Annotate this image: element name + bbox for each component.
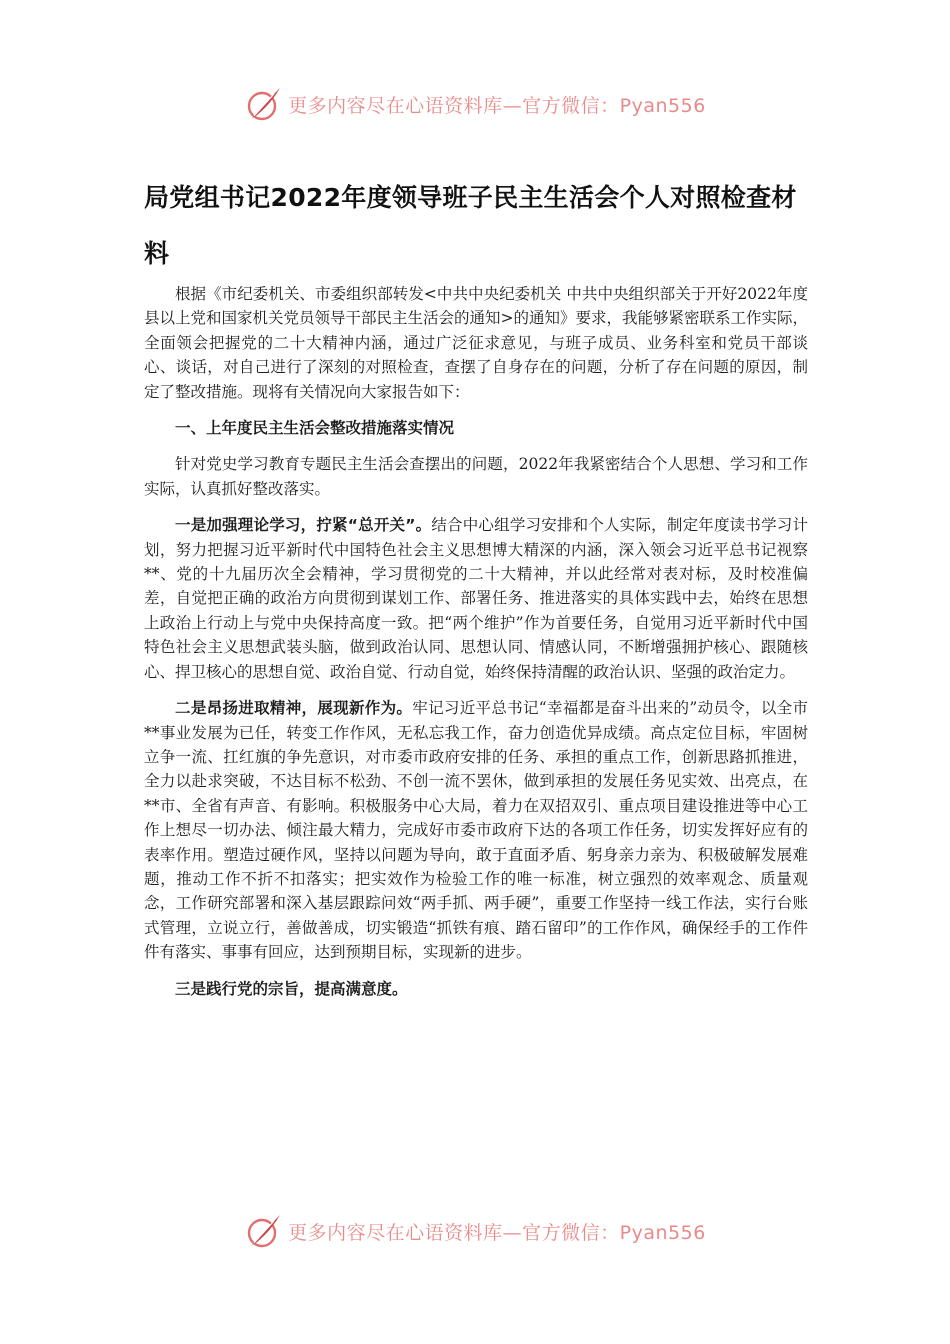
point-two-lead: 二是昂扬进取精神，展现新作为。 <box>175 699 413 718</box>
point-two-paragraph <box>144 696 808 964</box>
point-two-body: 牢记习近平总书记“幸福都是奋斗出来的”动员令，以全市**事业发展为已任，转变工作作风，无私忘我工作，奋力创造优异成绩。高点定位目标，牢固树立争一流、扛红旗的争先意识，对市委市政府安排的任务、承担的重点工作，创新思路抓推进，全力以赴求突破，不达目标不松劲、不创一流不罢休，做到承担的发展任务见实效、出亮点，在**市、全省有声音、有影响。积极服务中心大局，着力在双招双引、重点项目建设推进等中心工作上想尽一切办法、倾注最大精力，完成好市委市政府下达的各项工作任务，切实发挥好应有的表率作用。塑造过硬作风，坚持以问题为导向，敢于直面矛盾、躬身亲力亲为、积极破解发展难题，推动工作不折不扣落实；把实效作为检验工作的唯一标准，树立强烈的效率观念、质量观念，工作研究部署和深入基层跟踪问效“两手抓、两手硬”，重要工作坚持一线工作法，实行台账式管理，立说立行，善做善成，切实锻造“抓铁有痕、踏石留印”的工作作风，确保经手的工作件件有落实、事事有回应，达到预期目标，实现新的进步。 <box>144 699 808 962</box>
footer-watermark <box>0 1209 950 1253</box>
section-heading: 一、上年度民主生活会整改措施落实情况 <box>175 419 455 438</box>
watermark-text: 更多内容尽在心语资料库—官方微信：Pyan556 <box>288 94 706 117</box>
point-three-lead: 三是践行党的宗旨，提高满意度。 <box>175 979 408 998</box>
header-watermark <box>0 82 950 126</box>
document-body <box>144 282 808 1013</box>
intro-paragraph: 根据《市纪委机关、市委组织部转发<中共中央纪委机关 中共中央组织部关于开好2022年度县以上党和国家机关党员领导干部民主生活会的通知>的通知》要求，我能够紧密联系工作实际，全面领会把握党的二十大精神内涵，通过广泛征求意见，与班子成员、业务科室和党员干部谈心、谈话，对自己进行了深刻的对照检查，查摆了自身存在的问题，分析了存在问题的原因，制定了整改措施。现将有关情况向大家报告如下： <box>144 285 808 401</box>
point-three-paragraph <box>144 977 808 1001</box>
point-one-body: 结合中心组学习安排和个人实际，制定年度读书学习计划，努力把握习近平新时代中国特色社会主义思想博大精深的内涵，深入领会习近平总书记视察**、党的十九届历次全会精神，学习贯彻党的二十大精神，并以此经常对表对标，及时校准偏差，自觉把正确的政治方向贯彻到谋划工作、部署任务、推进落实的具体实践中去，始终在思想上政治上行动上与党中央保持高度一致。把“两个维护”作为首要任务，自觉用习近平新时代中国特色社会主义思想武装头脑，做到政治认同、思想认同、情感认同，不断增强拥护核心、跟随核心、捍卫核心的思想自觉、政治自觉、行动自觉，始终保持清醒的政治认识、坚强的政治定力。 <box>144 516 808 681</box>
document-title: 局党组书记2022年度领导班子民主生活会个人对照检查材料 <box>144 183 797 268</box>
watermark-text: 更多内容尽在心语资料库—官方微信：Pyan556 <box>288 1221 706 1244</box>
point-one-lead: 一是加强理论学习，拧紧“总开关”。 <box>175 516 432 535</box>
quill-logo-icon <box>244 84 284 124</box>
quill-logo-icon <box>244 1211 284 1251</box>
point-one-paragraph <box>144 513 808 684</box>
section-intro-paragraph: 针对党史学习教育专题民主生活会查摆出的问题，2022年我紧密结合个人思想、学习和工作实际，认真抓好整改落实。 <box>144 455 808 498</box>
